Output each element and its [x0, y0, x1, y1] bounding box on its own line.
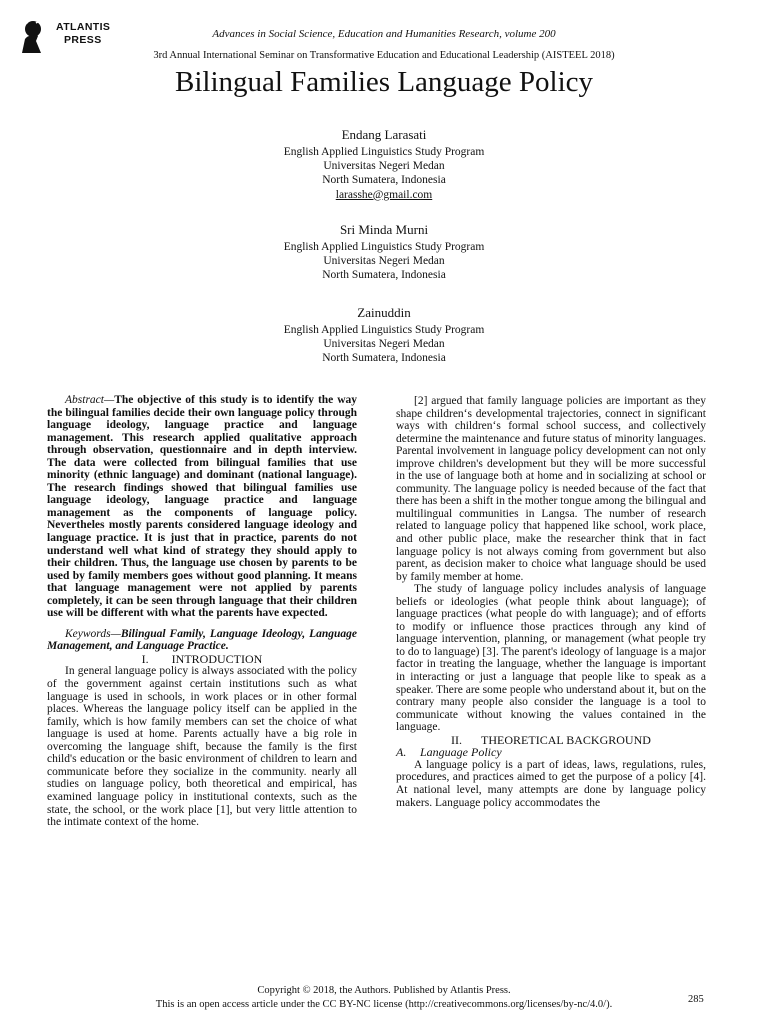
author-program: English Applied Linguistics Study Program [283, 146, 485, 158]
section-number: II. [451, 732, 463, 747]
author-location: North Sumatera, Indonesia [322, 269, 446, 282]
author-university: Universitas Negeri Medan [323, 160, 445, 173]
section-number: I. [141, 651, 149, 666]
journal-header: Advances in Social Science, Education and Humanities Research, volume 200 [212, 28, 556, 40]
copyright-line: Copyright © 2018, the Authors. Published by Atlantis Press. [257, 985, 511, 996]
right-column [396, 395, 706, 809]
author-program: English Applied Linguistics Study Program [283, 241, 485, 253]
logo-line-2: PRESS [64, 34, 102, 46]
left-column [47, 394, 357, 829]
subsection-title: Language Policy [420, 745, 502, 760]
author-name: Zainuddin [357, 305, 411, 320]
subsection-number: A. [396, 745, 407, 760]
body-paragraph-2: The study of language policy includes analysis of language beliefs or ideologies (what people think about language); of language practices (what people do with language); and of efforts to modify or influence those practices through any kind of language intervention, planning, or management (what people try to do to language) [3]. The parent's ideology of language is a major factor in treating the language, whether the language is important in interacting or just a language that people like to speak as a speaker. There are some people who understand about it, but on the contrary many people also consider the language is a tool to communicate without knowing the values contained in the language. [396, 583, 706, 734]
author-university: Universitas Negeri Medan [323, 338, 445, 351]
author-university: Universitas Negeri Medan [323, 255, 445, 268]
author-name: Sri Minda Murni [339, 222, 429, 237]
conference-header: 3rd Annual International Seminar on Transformative Education and Educational Leadership (AISTEEL 2018) [153, 50, 615, 61]
abstract [47, 394, 357, 620]
keywords-lead: Keywords— [65, 627, 121, 640]
page-number: 285 [688, 994, 704, 1005]
body-paragraph-1: [2] argued that family language policies are important as they shape children‘s developmental trajectories, connect in significant ways with children‘s formal school success, and collectively determine the maintenance and future status of minority languages. Parental involvement in language policy development can not only improve children's development but they will be more successful in the use of language both at home and in socializing at school or community. The language policy is needed because of the fact that there has been a shift in the mother tongue among the bilingual and multilingual communities in Langsa. The number of research related to language policy that happened like school, work place, and other public place, make the researcher think that in fact language policy is not always coming from government but also parent, as decision maker to choice what language should be used by family member at home. [396, 395, 706, 583]
author-block-3 [0, 305, 768, 366]
keywords-text: Bilingual Family, Language Ideology, Language Management, and Language Practice. [47, 627, 357, 653]
page-footer [0, 984, 768, 1012]
author-location: North Sumatera, Indonesia [322, 352, 446, 365]
subsection-heading [396, 746, 706, 759]
theory-paragraph: A language policy is a part of ideas, laws, regulations, rules, procedures, and practices aimed to get the purpose of a policy [4]. At national level, many attempts are done by language policy makers. Language policy accommodates the [396, 758, 706, 809]
paper-title: Bilingual Families Language Policy [174, 66, 594, 98]
section-heading-introduction [47, 653, 357, 666]
license-line: This is an open access article under the CC BY-NC license (http://creativecommons.org/licenses/by-nc/4.0/). [155, 999, 613, 1010]
author-block-2 [0, 222, 768, 283]
section-title: INTRODUCTION [171, 651, 263, 666]
keywords [47, 628, 357, 653]
logo-line-1: ATLANTIS [56, 21, 111, 33]
abstract-text: The objective of this study is to identify the way the bilingual families decide their own language policy through language ideology, language practice and language management. This research applied qualitative approach through observation, questionnaire and in depth interview. The data were collected from bilingual families that use minority (ethnic language) and dominant (national language). The research findings showed that bilingual families use language ideology, language practice and language management as the components of language policy. Nevertheles mostly parents considered language ideology and language practice. It is just that in practice, parents do not understand well what kind of strategy they should apply to their children. Thus, the language use chosen by parents to be used by family members goes without good planning. It means that language management were not applied by parents completely, it can be seen through language that their children use will be different with what the parents have expected. [47, 394, 357, 620]
author-location: North Sumatera, Indonesia [322, 174, 446, 187]
section-title: THEORETICAL BACKGROUND [481, 732, 651, 747]
abstract-lead: Abstract— [65, 394, 115, 406]
intro-paragraph: In general language policy is always associated with the policy of the government against certain institutions such as what language is used in schools, in work places or in other formal places. Whereas the language policy itself can be applied in the family, which is how family members can set the choice of what language is used at home. Parents actually have a big role in overcoming the language shift, because the family is the first child's education or the basic environment of children to learn and communicate before they socialize in the community. nearly all studies on language policy, both theoretical and empirical, has examined language policy in institutional contexts, such as the state, the school, or the work place [1], but very little attention to the intimate context of the home. [47, 665, 357, 829]
author-email-link[interactable]: larasshe@gmail.com [335, 188, 433, 201]
author-name: Endang Larasati [341, 127, 427, 142]
author-block-1 [0, 127, 768, 202]
author-program: English Applied Linguistics Study Program [283, 324, 485, 336]
